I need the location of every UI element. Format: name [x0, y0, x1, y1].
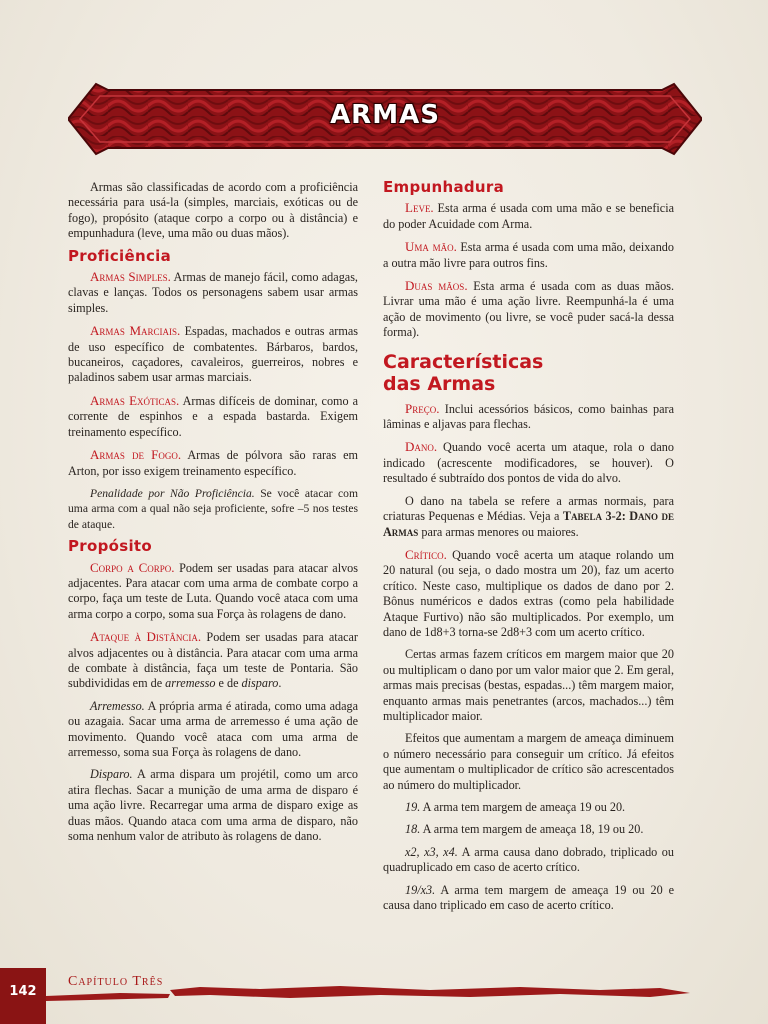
term-margem-18: 18.: [405, 822, 421, 837]
paragraph-critico: [383, 547, 674, 640]
heading-line-1: Características: [383, 350, 544, 373]
text-armas-simples: Armas de manejo fácil, como adagas, clavas e lanças. Todos os personagens sabem usar armas simples.: [68, 270, 358, 315]
paragraph-arremesso: [68, 699, 358, 761]
text-penalidade: Se você atacar com uma arma com a qual não seja proficiente, sofre –5 nos testes de ataque.: [68, 486, 358, 531]
paragraph-margem-19: [383, 800, 674, 815]
term-dano: Dano.: [405, 439, 438, 455]
paragraph-margem-18: [383, 822, 674, 837]
paragraph-armas-de-fogo: [68, 447, 358, 479]
text-armas-de-fogo: Armas de pólvora são raras em Arton, por isso exigem treinamento específico.: [68, 448, 358, 478]
table-reference: Tabela 3-2: Dano de Armas: [383, 509, 674, 539]
intro-paragraph: Armas são classificadas de acordo com a proficiência necessária para usá-la (simples, marciais, exóticas ou de fogo), propósito (ataque corpo a corpo ou à distância) e empunhadura (leve, uma mão ou duas mãos).: [68, 180, 358, 241]
text-armas-marciais: Espadas, machados e outras armas de uso específico de combatentes. Bárbaros, bardos, bucaneiros, caçadores, cavaleiros, guerreiros, nobres e paladinos sabem usar armas marciais.: [68, 324, 358, 385]
paragraph-penalidade: [68, 486, 358, 532]
section-heading-empunhadura: Empunhadura: [383, 178, 505, 196]
text-armas-exoticas: Armas difíceis de dominar, como a corrente de espinhos e a espada bastarda. Exigem treinamento específico.: [68, 393, 359, 439]
paragraph-19x3: [383, 883, 674, 914]
text-uma-mao: Esta arma é usada com uma mão, deixando a outra mão livre para outros fins.: [383, 240, 674, 270]
footer-brush-stroke: [0, 960, 768, 1024]
text-dano-tabela-a: O dano na tabela se refere a armas normais, para criaturas Pequenas e Médias. Veja a: [383, 493, 674, 524]
text-margem-18: A arma tem margem de ameaça 18, 19 ou 20.: [420, 822, 644, 837]
paragraph-duas-maos: [383, 278, 674, 341]
paragraph-dano: [383, 439, 674, 486]
term-armas-simples: Armas Simples.: [90, 269, 171, 285]
term-penalidade: Penalidade por Não Proficiência.: [90, 486, 255, 500]
text-duas-maos: Esta arma é usada com as duas mãos. Livrar uma mão é uma ação livre. Reempunhá-la é uma ação de movimento (ou livre, se você puder sacá-la dessa forma).: [383, 279, 675, 340]
paragraph-efeitos: Efeitos que aumentam a margem de ameaça diminuem o número necessário para conseguir um crítico. Já efeitos que aumentam o multiplicador de crítico são acrescentados ao número do multiplicador.: [383, 731, 674, 792]
term-ataque-distancia: Ataque à Distância.: [90, 629, 202, 645]
paragraph-preco: [383, 401, 674, 433]
paragraph-armas-marciais: [68, 323, 358, 386]
paragraph-certas-armas: Certas armas fazem críticos em margem maior que 20 ou multiplicam o dano por um valor maior que 2. Em geral, armas mais precisas (bestas, espadas...) têm margem maior, enquanto armas mais penetrantes (arcos, machados...) têm multiplicador maior.: [383, 647, 674, 723]
term-leve: Leve.: [405, 200, 434, 216]
text-arremesso-italic: arremesso: [165, 676, 216, 691]
text-critico: Quando você acerta um ataque rolando um 20 natural (ou seja, o dado mostra um 20), faz um acerto crítico. Neste caso, multiplique os dados de dano por 2. Bônus numéricos e dados extras (como pela habilidade Ataque Furtivo) não são multiplicados. Por exemplo, um dano de 1d8+3 torna-se 2d8+3 com um acerto crítico.: [383, 547, 674, 639]
section-heading-proficiencia: Proficiência: [68, 246, 172, 265]
text-dano: Quando você acerta um ataque, rola o dano indicado (acrescente modificadores, se houver). O resultado é subtraído dos pontos de vida do alvo.: [383, 440, 674, 486]
text-disparo: A arma dispara um projétil, como um arco atira flechas. Sacar a munição de uma arma de disparo é uma ação livre. Recarregar uma arma de disparo exige as duas mãos. Quando ataca com uma arma de disparo, não soma nenhum valor de atributo às rolagens de dano.: [68, 767, 358, 844]
term-preco: Preço.: [405, 400, 440, 416]
text-19x3: A arma tem margem de ameaça 19 ou 20 e causa dano triplicado em caso de acerto crítico.: [383, 882, 674, 913]
term-armas-exoticas: Armas Exóticas.: [90, 392, 180, 408]
paragraph-multiplicador: [383, 845, 674, 876]
text-arremesso: A própria arma é atirada, como uma adaga ou azagaia. Sacar uma arma de arremesso é uma ação de movimento. Quando você ataca com uma arma de arremesso, soma sua Força às rolagens de dano.: [68, 698, 358, 759]
chapter-label: Capítulo Três: [68, 974, 164, 989]
page-number: 142: [9, 984, 37, 999]
paragraph-disparo: [68, 767, 358, 844]
paragraph-ataque-distancia: [68, 629, 358, 692]
text-dano-tabela-b: para armas menores ou maiores.: [418, 524, 579, 539]
section-heading-caracteristicas: [383, 351, 674, 395]
term-multiplicador: x2, x3, x4.: [405, 844, 458, 859]
paragraph-dano-tabela: [383, 494, 674, 540]
paragraph-armas-exoticas: [68, 393, 358, 440]
page-title: ARMAS: [330, 100, 440, 130]
text-margem-19: A arma tem margem de ameaça 19 ou 20.: [420, 800, 626, 814]
term-arremesso: Arremesso.: [90, 698, 145, 713]
paragraph-uma-mao: [383, 239, 674, 271]
term-duas-maos: Duas mãos.: [405, 278, 468, 294]
text-preco: Inclui acessórios básicos, como bainhas para lâminas e aljavas para flechas.: [383, 401, 674, 432]
term-19x3: 19/x3.: [405, 882, 436, 897]
paragraph-armas-simples: [68, 269, 358, 316]
term-critico: Crítico.: [405, 546, 447, 562]
term-armas-de-fogo: Armas de Fogo.: [90, 447, 182, 463]
text-disparo-italic: disparo: [241, 676, 279, 691]
text-leve: Esta arma é usada com uma mão e se beneficia do poder Acuidade com Arma.: [383, 201, 674, 231]
chapter-banner: [68, 76, 702, 162]
text-corpo-a-corpo: Podem ser usadas para atacar alvos adjacentes. Para atacar com uma arma de combate corpo a corpo, faça um teste de Luta. Quando você ataca com uma arma corpo a corpo, soma sua Força às rolagens de dano.: [68, 560, 359, 621]
paragraph-corpo-a-corpo: [68, 560, 358, 623]
page-footer: [0, 960, 768, 1024]
right-column: [383, 180, 674, 920]
term-armas-marciais: Armas Marciais.: [90, 323, 181, 339]
text-period: .: [278, 676, 282, 691]
text-and: e de: [215, 676, 242, 691]
term-corpo-a-corpo: Corpo a Corpo.: [90, 559, 175, 575]
paragraph-leve: [383, 200, 674, 232]
term-margem-19: 19.: [405, 800, 421, 814]
term-uma-mao: Uma mão.: [405, 239, 457, 255]
term-disparo: Disparo.: [90, 767, 133, 782]
left-column: [68, 180, 358, 851]
text-multiplicador: A arma causa dano dobrado, triplicado ou quadruplicado em caso de acerto crítico.: [383, 844, 674, 875]
heading-line-2: das Armas: [383, 372, 496, 395]
section-heading-proposito: Propósito: [68, 537, 152, 556]
text-ataque-distancia: Podem ser usadas para atacar alvos adjacentes ou à distância. Para atacar com uma arma de combate à distância, faça um teste de Pontaria. São subdivididas em de: [68, 630, 358, 691]
